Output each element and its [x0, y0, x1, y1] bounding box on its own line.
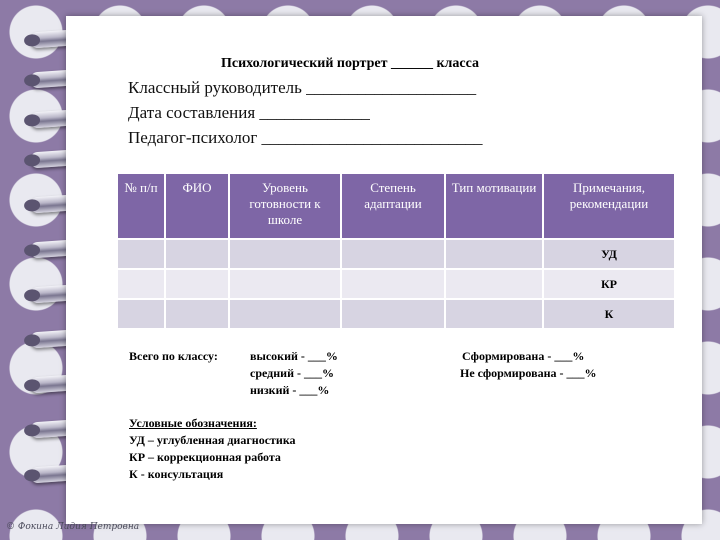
table-cell[interactable] [229, 269, 341, 299]
legend-item-k: К - консультация [129, 467, 224, 481]
table-cell[interactable] [445, 299, 543, 329]
copyright-text: © Фокина Лидия Петровна [6, 522, 140, 532]
table-cell[interactable] [117, 299, 165, 329]
summary-high: высокий - ___% [250, 349, 338, 363]
column-header-readiness: Уровень готовности к школе [229, 173, 341, 239]
table-header-row [117, 173, 675, 239]
table-row [117, 239, 675, 269]
column-header-notes: Примечания, рекомендации [543, 173, 675, 239]
table-cell-note[interactable]: К [543, 299, 675, 329]
table-cell[interactable] [445, 269, 543, 299]
date-line: Дата составления _____________ [128, 103, 370, 122]
column-header-name: ФИО [165, 173, 229, 239]
table-cell[interactable] [165, 269, 229, 299]
legend-title: Условные обозначения: [129, 416, 257, 430]
summary-not-formed: Не сформирована - ___% [460, 366, 597, 380]
table-row [117, 299, 675, 329]
table-row [117, 269, 675, 299]
summary-medium: средний - ___% [250, 366, 334, 380]
table-cell[interactable] [229, 239, 341, 269]
table-cell[interactable] [229, 299, 341, 329]
table-cell-note[interactable]: УД [543, 239, 675, 269]
summary-label: Всего по классу: [129, 349, 218, 363]
class-teacher-line: Классный руководитель ____________________ [128, 78, 477, 97]
table-cell[interactable] [341, 239, 445, 269]
table-cell[interactable] [341, 269, 445, 299]
table-cell[interactable] [341, 299, 445, 329]
table-cell[interactable] [117, 239, 165, 269]
legend-item-ud: УД – углубленная диагностика [129, 433, 296, 447]
table-cell[interactable] [165, 299, 229, 329]
legend-item-kr: КР – коррекционная работа [129, 450, 281, 464]
page-title: Психологический портрет ______ класса [220, 56, 480, 71]
column-header-adaptation: Степень адаптации [341, 173, 445, 239]
column-header-motivation: Тип мотивации [445, 173, 543, 239]
column-header-number: № п/п [117, 173, 165, 239]
summary-formed: Сформирована - ___% [462, 349, 585, 363]
psychologist-line: Педагог-психолог __________________________ [128, 128, 483, 147]
table-cell[interactable] [117, 269, 165, 299]
portrait-table [116, 172, 676, 330]
summary-low: низкий - ___% [250, 383, 330, 397]
table-cell[interactable] [165, 239, 229, 269]
table-cell[interactable] [445, 239, 543, 269]
table-cell-note[interactable]: КР [543, 269, 675, 299]
